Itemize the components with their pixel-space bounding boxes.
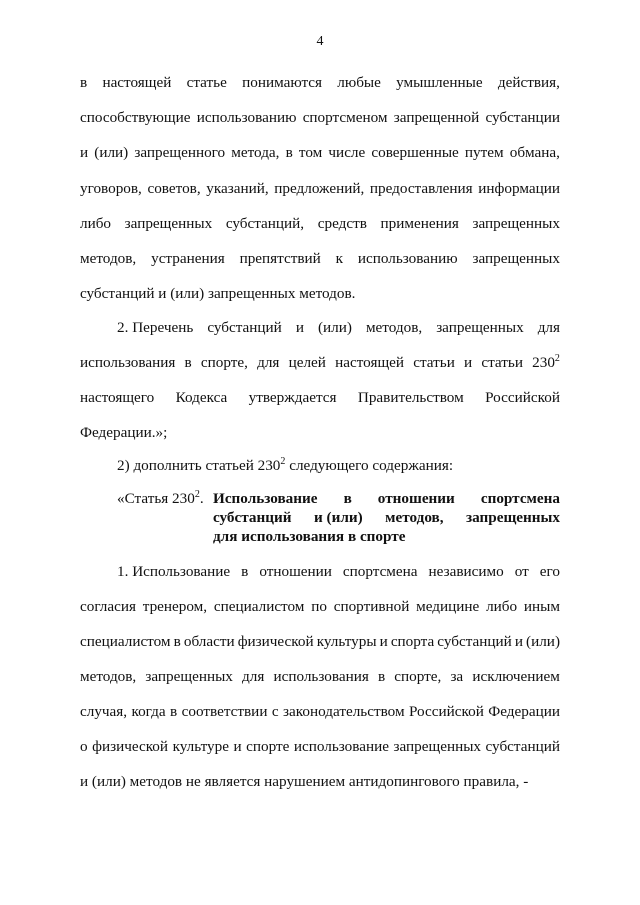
word: согласия: [80, 598, 136, 615]
word: спортсмена: [480, 490, 560, 507]
word: в: [184, 354, 192, 371]
word: статьи: [481, 354, 523, 371]
amendment-text: 2) дополнить статьей 230: [117, 457, 281, 474]
text-line: [80, 215, 560, 233]
word: Российской: [485, 389, 560, 406]
word: использованию: [196, 109, 297, 126]
word: о: [80, 738, 88, 755]
article-title-line: [213, 490, 560, 508]
word: Использование: [213, 490, 318, 507]
text-line: [80, 598, 560, 616]
text-line-last: субстанций и (или) запрещенных методов.: [80, 285, 356, 302]
word: физической: [92, 738, 169, 755]
word: независимо: [428, 563, 504, 580]
word: за: [450, 668, 464, 685]
word: и (или): [313, 509, 363, 526]
word: спорте,: [394, 668, 442, 685]
word: области: [183, 633, 235, 650]
word: медицине: [416, 598, 480, 615]
text-line: [117, 563, 560, 581]
word: субстанций: [437, 633, 512, 650]
article-label: [117, 490, 204, 508]
word: настоящей: [102, 74, 172, 91]
word: и: [514, 633, 523, 650]
word: метода,: [231, 144, 280, 161]
word: запрещенных: [466, 509, 560, 526]
word: и: [233, 738, 242, 755]
article-number: $230^2$: [532, 353, 560, 371]
word: культуры: [316, 633, 377, 650]
word: тренером,: [142, 598, 208, 615]
word: и: [379, 633, 388, 650]
word: спортивной: [333, 598, 410, 615]
word: в: [80, 74, 88, 91]
word: его: [539, 563, 560, 580]
word: в: [170, 703, 178, 720]
word: в: [285, 144, 293, 161]
article-label-text: «Статья 230: [117, 490, 195, 507]
word: спорта: [390, 633, 435, 650]
word: культуре: [172, 738, 229, 755]
word: статьи: [413, 354, 455, 371]
word: спортсмена: [342, 563, 418, 580]
word: исключением: [472, 668, 560, 685]
word: путем: [464, 144, 504, 161]
word: (или): [317, 319, 352, 336]
article-title-line: для использования в спорте: [213, 528, 406, 545]
word: настоящей: [335, 354, 405, 371]
word: специалистом: [80, 633, 171, 650]
text-line: [80, 74, 560, 92]
word: в: [173, 633, 181, 650]
word: субстанций,: [225, 215, 305, 232]
text-line: [80, 109, 560, 127]
word: Правительством: [357, 389, 464, 406]
word: субстанций: [485, 738, 560, 755]
word: запрещенного: [134, 144, 226, 161]
word: соответствии: [181, 703, 268, 720]
word: по: [311, 598, 327, 615]
word: либо: [486, 598, 518, 615]
word: субстанций: [213, 509, 292, 526]
text-line: [80, 354, 560, 372]
word: с: [271, 703, 279, 720]
word: запрещенных: [436, 319, 524, 336]
article-superscript: 2: [280, 456, 286, 467]
text-line-last: Федерации.»;: [80, 424, 168, 441]
word: в: [241, 563, 249, 580]
word: использования: [80, 354, 176, 371]
word: Федерации: [488, 703, 560, 720]
word: и: [80, 144, 89, 161]
word: применения: [380, 215, 459, 232]
word: запрещенных: [472, 215, 560, 232]
word: уговоров,: [80, 180, 142, 197]
word: специалистом: [213, 598, 305, 615]
word: для: [242, 668, 265, 685]
word: в: [377, 668, 386, 685]
word: способствующие: [80, 109, 191, 126]
word: (или): [94, 144, 129, 161]
word: устранения: [151, 250, 225, 267]
word: использования: [273, 668, 369, 685]
article-label-superscript: 2: [194, 489, 200, 500]
word: от: [514, 563, 529, 580]
text-line: [80, 144, 560, 162]
word: методов,: [80, 668, 137, 685]
word: предложений,: [274, 180, 365, 197]
word: 1. Использование: [117, 563, 231, 580]
word: спорте,: [200, 354, 248, 371]
word: случая,: [80, 703, 128, 720]
text-line: [80, 250, 560, 268]
text-line-last: и (или) методов не является нарушением антидопингового правила, -: [80, 773, 529, 790]
word: Российской: [408, 703, 484, 720]
word: любые: [337, 74, 381, 91]
word: понимаются: [242, 74, 323, 91]
word: и: [464, 354, 473, 371]
article-superscript: 2: [554, 353, 560, 364]
word: числе: [328, 144, 366, 161]
paragraph-3: [117, 457, 560, 475]
word: предоставления: [369, 180, 473, 197]
word: субстанции: [485, 109, 560, 126]
word: законодательством: [283, 703, 405, 720]
word: использование: [293, 738, 389, 755]
word: средств: [317, 215, 367, 232]
word: отношении: [259, 563, 332, 580]
word: запрещенных: [124, 215, 213, 232]
word: утверждается: [248, 389, 337, 406]
word: запрещенных: [472, 250, 560, 267]
word: субстанций: [207, 319, 282, 336]
word: запрещенных: [393, 738, 481, 755]
word: физической: [237, 633, 314, 650]
word: 2. Перечень: [117, 319, 194, 336]
word: отношении: [377, 490, 455, 507]
word: для: [537, 319, 560, 336]
word: методов,: [365, 319, 423, 336]
word: препятствий: [239, 250, 321, 267]
word: запрещенной: [393, 109, 480, 126]
word: к: [335, 250, 344, 267]
word: настоящего: [80, 389, 155, 406]
word: умышленные: [396, 74, 483, 91]
word: статье: [186, 74, 227, 91]
word: целей: [288, 354, 326, 371]
word: либо: [80, 215, 112, 232]
text-line: [80, 389, 560, 407]
word: методов,: [385, 509, 444, 526]
text-line: [80, 703, 560, 721]
word: спорте: [246, 738, 290, 755]
word: том: [298, 144, 323, 161]
article-title-line: [213, 509, 560, 527]
word: информации: [478, 180, 560, 197]
word: указаний,: [206, 180, 269, 197]
text-line: [117, 319, 560, 337]
word: Кодекса: [175, 389, 228, 406]
word: действия,: [497, 74, 560, 91]
amendment-text-suffix: следующего содержания:: [285, 457, 454, 474]
word: запрещенных: [145, 668, 233, 685]
article-label-dot: .: [199, 490, 204, 507]
text-line: [80, 180, 560, 198]
word: советов,: [147, 180, 201, 197]
text-line: [80, 738, 560, 756]
word: когда: [131, 703, 166, 720]
word: иным: [523, 598, 560, 615]
word: использованию: [357, 250, 458, 267]
text-line: [80, 633, 560, 651]
page-number: 4: [316, 34, 324, 49]
text-line: [80, 668, 560, 686]
word: и: [295, 319, 304, 336]
word: спортсменом: [302, 109, 388, 126]
word: (или): [526, 633, 560, 650]
word: обмана,: [509, 144, 560, 161]
word: в: [343, 490, 352, 507]
word: методов,: [80, 250, 137, 267]
word: совершенные: [371, 144, 459, 161]
word: для: [257, 354, 280, 371]
